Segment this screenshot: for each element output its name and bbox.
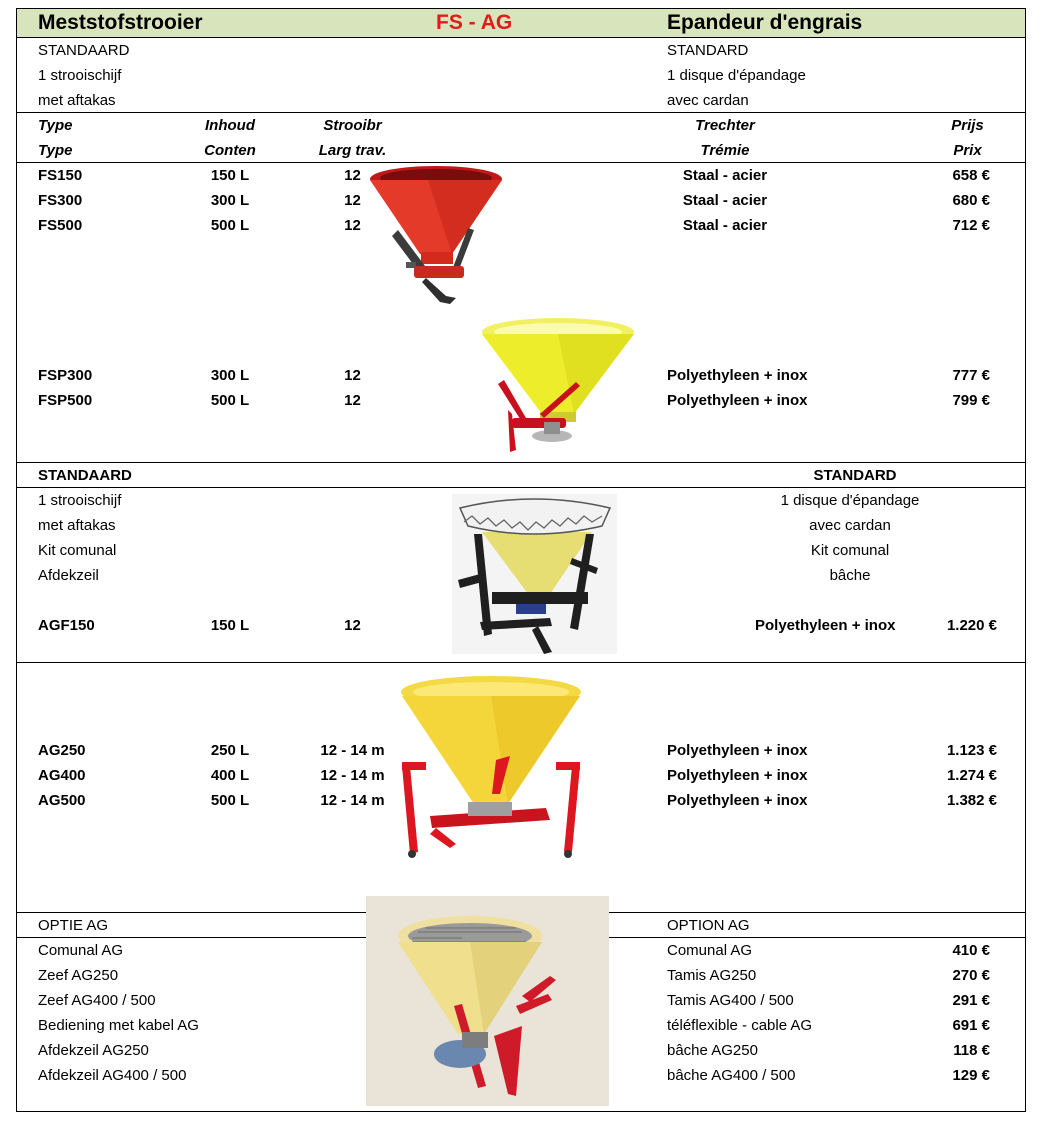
ag-row-strooibr: 12 - 14 m (320, 767, 385, 784)
agf-nl-line: Afdekzeil (38, 567, 99, 584)
option-price: 118 € (953, 1042, 990, 1059)
agf-heading-nl: STANDAARD (38, 467, 132, 484)
agf-fr-line: Kit comunal (810, 542, 890, 559)
option-fr: Tamis AG400 / 500 (667, 992, 794, 1009)
fsp-row-strooibr: 12 (344, 367, 361, 384)
ag-row-inhoud: 250 L (210, 742, 250, 759)
col-header-inhoud: Inhoud (205, 117, 255, 134)
fsp-row-inhoud: 300 L (210, 367, 250, 384)
option-price: 129 € (952, 1067, 990, 1084)
fs-row-prijs: 712 € (952, 217, 990, 234)
ag-row-type: AG250 (38, 742, 86, 759)
ag-row-strooibr: 12 - 14 m (320, 742, 385, 759)
fsp-row-trechter: Polyethyleen + inox (667, 392, 808, 409)
divider (16, 662, 1026, 663)
option-price: 291 € (952, 992, 990, 1009)
option-fr: téléflexible - cable AG (667, 1017, 813, 1034)
fs-row-type: FS500 (38, 217, 83, 234)
intro-fr-standard: STANDARD (667, 42, 749, 59)
ag-row-type: AG500 (38, 792, 86, 809)
col-header-prijs: Prijs (951, 117, 984, 134)
option-nl: Comunal AG (38, 942, 124, 959)
fs-row-strooibr: 12 (344, 192, 361, 209)
title-model: FS - AG (436, 11, 513, 34)
agf-heading-fr: STANDARD (813, 467, 897, 484)
agf-fr-line: avec cardan (809, 517, 891, 534)
option-nl: Afdekzeil AG250 (38, 1042, 149, 1059)
fs-row-trechter: Staal - acier (682, 192, 768, 209)
fsp-row-trechter: Polyethyleen + inox (667, 367, 808, 384)
ag-row-inhoud: 400 L (210, 767, 250, 784)
col-header-prix: Prix (953, 142, 982, 159)
fs-spreader-image (366, 166, 506, 306)
intro-nl-standard: STANDAARD (38, 42, 130, 59)
fs-row-inhoud: 500 L (210, 217, 250, 234)
ag-options-image (366, 896, 609, 1106)
ag-row-prijs: 1.123 € (946, 742, 997, 759)
option-fr: bâche AG400 / 500 (667, 1067, 796, 1084)
options-heading-fr: OPTION AG (667, 917, 750, 934)
fsp-row-type: FSP500 (38, 392, 93, 409)
option-nl: Zeef AG400 / 500 (38, 992, 156, 1009)
ag-spreader-image (396, 676, 586, 862)
ag-row-trechter: Polyethyleen + inox (667, 767, 808, 784)
col-header-tremie: Trémie (700, 142, 750, 159)
agf-row-prijs: 1.220 € (946, 617, 997, 634)
ag-row-trechter: Polyethyleen + inox (667, 742, 808, 759)
title-dutch: Meststofstrooier (38, 11, 203, 34)
col-header-contenu: Conten (204, 142, 256, 159)
col-header-type: Type (38, 117, 73, 134)
agf-row-strooibr: 12 (344, 617, 361, 634)
fs-row-type: FS300 (38, 192, 83, 209)
option-fr: Comunal AG (667, 942, 753, 959)
agf-row-type: AGF150 (38, 617, 95, 634)
title-french: Epandeur d'engrais (667, 11, 863, 34)
fsp-row-strooibr: 12 (344, 392, 361, 409)
fs-row-strooibr: 12 (344, 167, 361, 184)
fsp-row-type: FSP300 (38, 367, 93, 384)
col-header-trechter: Trechter (695, 117, 755, 134)
fsp-spreader-image (478, 318, 638, 458)
agf-row-inhoud: 150 L (210, 617, 250, 634)
fs-row-inhoud: 150 L (210, 167, 250, 184)
col-header-type-fr: Type (38, 142, 73, 159)
agf-row-trechter: Polyethyleen + inox (755, 617, 896, 634)
option-nl: Zeef AG250 (38, 967, 119, 984)
agf-fr-line: 1 disque d'épandage (780, 492, 920, 509)
option-nl: Bediening met kabel AG (38, 1017, 199, 1034)
fs-row-inhoud: 300 L (210, 192, 250, 209)
intro-fr-line: 1 disque d'épandage (667, 67, 806, 84)
option-price: 691 € (952, 1017, 990, 1034)
ag-row-type: AG400 (38, 767, 86, 784)
agf-nl-line: met aftakas (38, 517, 116, 534)
divider (16, 162, 1026, 163)
agf-spreader-image (452, 494, 617, 654)
option-fr: bâche AG250 (667, 1042, 758, 1059)
ag-row-prijs: 1.274 € (946, 767, 997, 784)
agf-fr-line: bâche (829, 567, 871, 584)
fs-row-prijs: 680 € (952, 192, 990, 209)
col-header-strooibr: Strooibr (323, 117, 382, 134)
ag-row-inhoud: 500 L (210, 792, 250, 809)
fsp-row-prijs: 799 € (952, 392, 990, 409)
option-price: 410 € (952, 942, 990, 959)
ag-row-strooibr: 12 - 14 m (320, 792, 385, 809)
fsp-row-inhoud: 500 L (210, 392, 250, 409)
fs-row-strooibr: 12 (344, 217, 361, 234)
intro-fr-line: avec cardan (667, 92, 749, 109)
agf-nl-line: 1 strooischijf (38, 492, 122, 509)
ag-row-trechter: Polyethyleen + inox (667, 792, 808, 809)
divider (16, 112, 1026, 113)
option-nl: Afdekzeil AG400 / 500 (38, 1067, 187, 1084)
fs-row-trechter: Staal - acier (682, 167, 768, 184)
fs-row-type: FS150 (38, 167, 83, 184)
option-price: 270 € (952, 967, 990, 984)
col-header-larg-trav: Larg trav. (318, 142, 387, 159)
divider (16, 37, 1026, 38)
agf-nl-line: Kit comunal (38, 542, 117, 559)
fs-row-prijs: 658 € (952, 167, 990, 184)
fs-row-trechter: Staal - acier (682, 217, 768, 234)
ag-row-prijs: 1.382 € (946, 792, 997, 809)
intro-nl-line: met aftakas (38, 92, 116, 109)
options-heading-nl: OPTIE AG (38, 917, 109, 934)
fsp-row-prijs: 777 € (952, 367, 990, 384)
option-fr: Tamis AG250 (667, 967, 757, 984)
intro-nl-line: 1 strooischijf (38, 67, 122, 84)
